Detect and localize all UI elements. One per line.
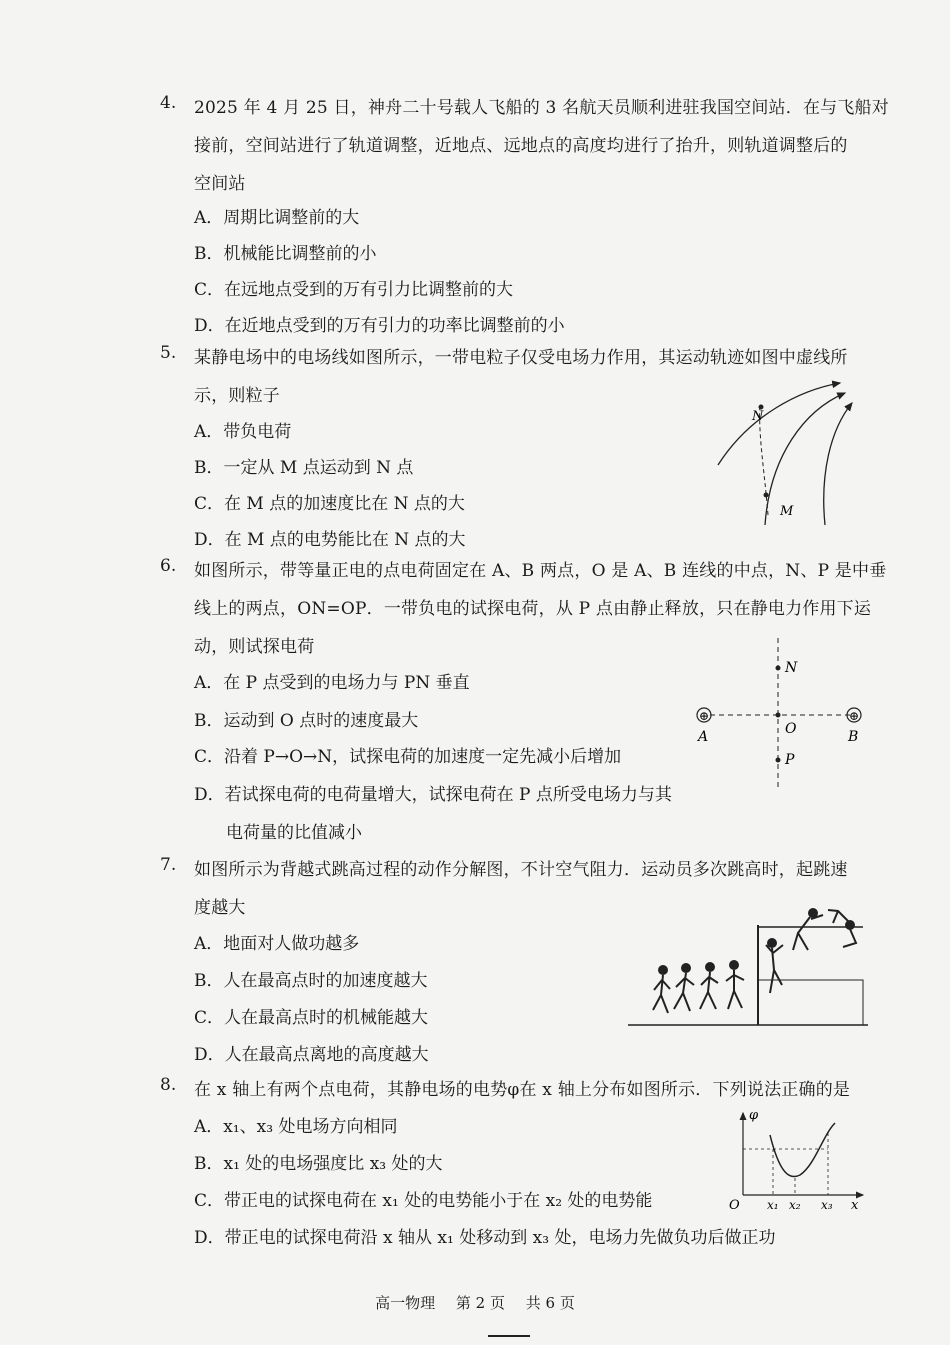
footer-total: 共 6 页 — [525, 1294, 575, 1312]
option-c: C．带正电的试探电荷在 x₁ 处的电势能小于在 x₂ 处的电势能 — [194, 1191, 653, 1211]
option-a: A．x₁、x₃ 处电场方向相同 — [194, 1117, 398, 1137]
field-line — [765, 393, 845, 525]
option-b: B．一定从 M 点运动到 N 点 — [194, 458, 414, 478]
option-d-continued: 电荷量的比值减小 — [226, 823, 362, 843]
question-text-line: 某静电场中的电场线如图所示，一带电粒子仅受电场力作用，其运动轨迹如图中虚线所 — [194, 348, 848, 368]
field-line — [718, 383, 840, 465]
point-m — [764, 493, 769, 498]
x1-label: x₁ — [767, 1198, 779, 1212]
field-lines-figure — [710, 375, 860, 530]
question-number: 5. — [160, 343, 177, 363]
option-d: D．在 M 点的电势能比在 N 点的大 — [194, 530, 466, 550]
x3-label: x₃ — [821, 1198, 833, 1212]
point-p — [776, 758, 781, 763]
option-d: D．人在最高点离地的高度越大 — [194, 1045, 429, 1065]
origin-label: O — [729, 1198, 740, 1213]
point-o — [776, 713, 781, 718]
label-n: N — [752, 409, 764, 424]
option-c: C．人在最高点时的机械能越大 — [194, 1008, 429, 1028]
x2-label: x₂ — [789, 1198, 801, 1212]
question-number: 7. — [160, 855, 177, 875]
label-b: B — [848, 729, 859, 745]
option-c: C．沿着 P→O→N，试探电荷的加速度一定先减小后增加 — [194, 747, 622, 767]
option-b: B．机械能比调整前的小 — [194, 244, 377, 264]
option-b: B．x₁ 处的电场强度比 x₃ 处的大 — [194, 1154, 443, 1174]
question-text-line: 示，则粒子 — [194, 386, 280, 406]
option-a: A．带负电荷 — [194, 422, 292, 442]
athletes — [653, 909, 856, 1013]
potential-curve — [770, 1123, 835, 1177]
option-c: C．在 M 点的加速度比在 N 点的大 — [194, 494, 465, 514]
potential-graph — [725, 1105, 870, 1215]
footer-page: 第 2 页 — [455, 1294, 505, 1312]
label-p: P — [785, 752, 795, 768]
option-c: C．在远地点受到的万有引力比调整前的大 — [194, 280, 514, 300]
label-m: M — [780, 504, 794, 519]
option-d: D．在近地点受到的万有引力的功率比调整前的小 — [194, 316, 565, 336]
question-text-line: 如图所示为背越式跳高过程的动作分解图，不计空气阻力．运动员多次跳高时，起跳速 — [194, 860, 848, 880]
option-b: B．运动到 O 点时的速度最大 — [194, 711, 419, 731]
question-text-line: 空间站 — [194, 174, 246, 194]
x-label: x — [851, 1198, 859, 1213]
option-b: B．人在最高点时的加速度越大 — [194, 971, 428, 991]
question-text-line: 在 x 轴上有两个点电荷，其静电场的电势φ在 x 轴上分布如图所示．下列说法正确的是 — [194, 1080, 851, 1100]
point-n — [776, 666, 781, 671]
question-text-line: 线上的两点，ON=OP．一带负电的试探电荷，从 P 点由静止释放，只在静电力作用下运 — [194, 599, 872, 619]
field-line — [824, 403, 852, 525]
question-number: 6. — [160, 556, 177, 576]
label-a: A — [698, 729, 709, 745]
footer-subject: 高一物理 — [375, 1294, 436, 1312]
option-a: A．地面对人做功越多 — [194, 934, 360, 954]
charges-figure — [690, 638, 870, 788]
question-text-line: 度越大 — [194, 898, 246, 918]
question-text-line: 动，则试探电荷 — [194, 637, 315, 657]
option-d: D．若试探电荷的电荷量增大，试探电荷在 P 点所受电场力与其 — [194, 785, 672, 805]
page-footer — [0, 1292, 950, 1313]
landing-mat — [758, 980, 863, 1025]
binding-mark — [488, 1335, 530, 1337]
plus-sign: ⊕ — [698, 709, 710, 723]
option-a: A．在 P 点受到的电场力与 PN 垂直 — [194, 673, 470, 693]
question-number: 4. — [160, 93, 177, 113]
label-n: N — [785, 660, 798, 676]
option-d: D．带正电的试探电荷沿 x 轴从 x₁ 处移动到 x₃ 处，电场力先做负功后做正功 — [194, 1228, 776, 1248]
label-o: O — [785, 721, 797, 737]
question-number: 8. — [160, 1075, 177, 1095]
plus-sign: ⊕ — [848, 709, 860, 723]
high-jump-figure — [628, 905, 868, 1030]
question-text-line: 2025 年 4 月 25 日，神舟二十号载人飞船的 3 名航天员顺利进驻我国空间站．在与飞船对 — [194, 98, 889, 118]
phi-label: φ — [749, 1108, 759, 1123]
option-a: A．周期比调整前的大 — [194, 208, 360, 228]
question-text-line: 接前，空间站进行了轨道调整，近地点、远地点的高度均进行了抬升，则轨道调整后的 — [194, 136, 848, 156]
question-text-line: 如图所示，带等量正电的点电荷固定在 A、B 两点，O 是 A、B 连线的中点，N、P 是中垂 — [194, 561, 887, 581]
